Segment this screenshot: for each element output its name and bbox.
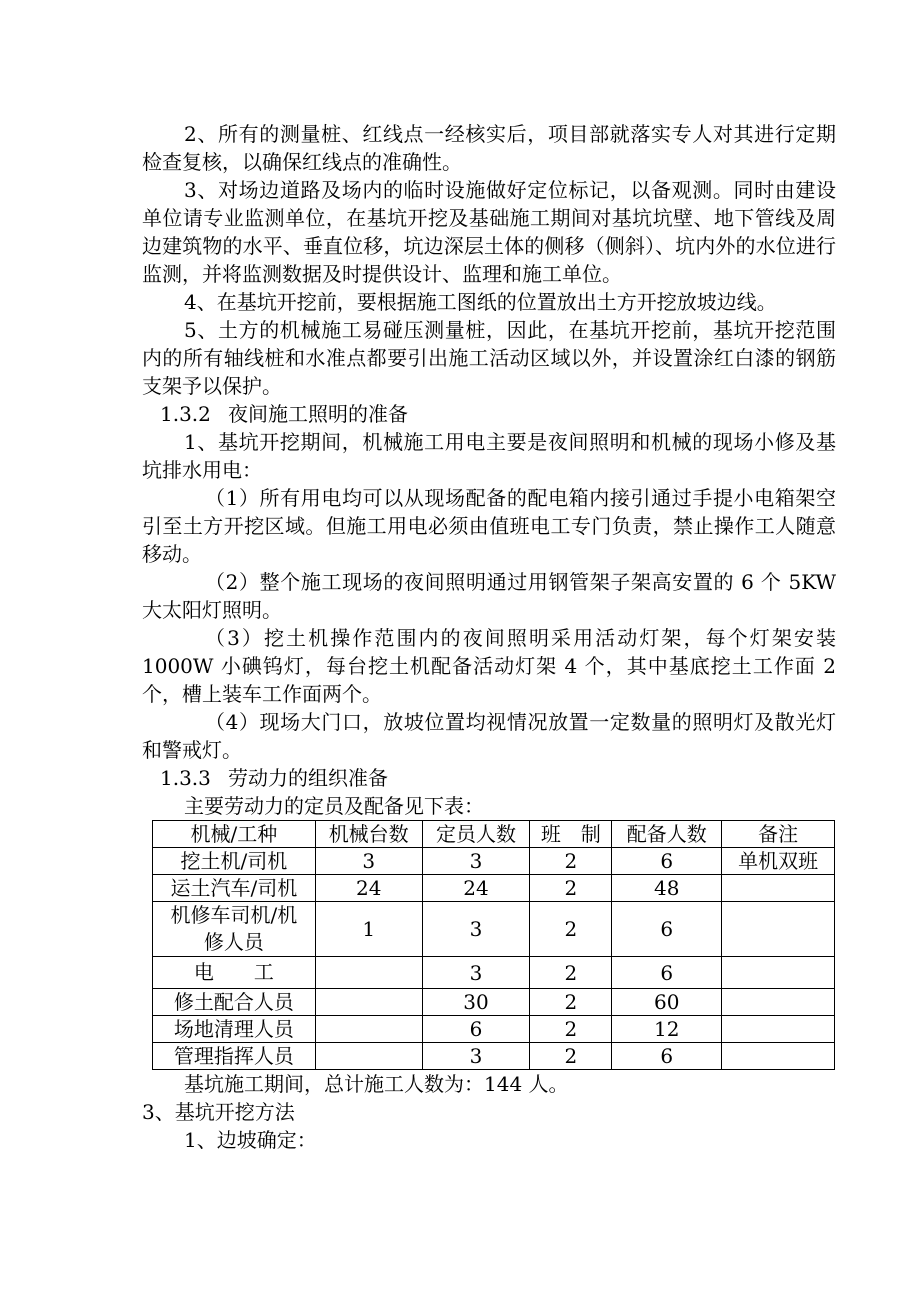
header-cell: 配备人数 [612, 821, 722, 848]
cell [722, 989, 835, 1016]
cell: 6 [422, 1016, 530, 1043]
cell: 2 [530, 957, 612, 989]
cell: 2 [530, 902, 612, 957]
section-number: 1.3.3 [160, 766, 211, 790]
cell [315, 1043, 422, 1070]
paragraph: （3）挖土机操作范围内的夜间照明采用活动灯架，每个灯架安装 1000W 小碘钨灯，每台挖土机配备活动灯架 4 个，其中基底挖土工作面 2 个，槽上装车工作面两个。 [142, 626, 836, 706]
cell: 12 [612, 1016, 722, 1043]
cell: 2 [530, 989, 612, 1016]
cell: 3 [422, 902, 530, 957]
paragraph: （2）整个施工现场的夜间照明通过用钢管架子架高安置的 6 个 5KW 大太阳灯照明。 [142, 570, 836, 622]
cell: 6 [612, 957, 722, 989]
paragraph: 1、基坑开挖期间，机械施工用电主要是夜间照明和机械的现场小修及基坑排水用电： [142, 430, 836, 482]
paragraph: 4、在基坑开挖前，要根据施工图纸的位置放出土方开挖放坡边线。 [184, 290, 777, 314]
cell: 6 [612, 902, 722, 957]
cell: 3 [422, 1043, 530, 1070]
cell [722, 957, 835, 989]
cell: 挖土机/司机 [153, 848, 316, 875]
table-row [153, 989, 835, 1016]
cell [722, 875, 835, 902]
cell [722, 902, 835, 957]
document-body [142, 120, 836, 1154]
cell [722, 1016, 835, 1043]
cell: 1 [315, 902, 422, 957]
cell: 2 [530, 1043, 612, 1070]
cell: 48 [612, 875, 722, 902]
cell: 60 [612, 989, 722, 1016]
cell: 3 [422, 957, 530, 989]
cell: 24 [422, 875, 530, 902]
table-header-row [153, 821, 835, 848]
cell: 运土汽车/司机 [153, 875, 316, 902]
cell [722, 1043, 835, 1070]
header-cell: 机械/工种 [153, 821, 316, 848]
cell [315, 989, 422, 1016]
cell: 6 [612, 1043, 722, 1070]
subheading: 1、边坡确定： [184, 1128, 317, 1152]
cell: 修土配合人员 [153, 989, 316, 1016]
header-cell: 班 制 [530, 821, 612, 848]
cell: 6 [612, 848, 722, 875]
header-cell: 备注 [722, 821, 835, 848]
cell: 2 [530, 1016, 612, 1043]
cell: 电 工 [153, 957, 316, 989]
paragraph: 2、所有的测量桩、红线点一经核实后，项目部就落实专人对其进行定期检查复核，以确保红线点的准确性。 [142, 122, 836, 174]
paragraph: 3、对场边道路及场内的临时设施做好定位标记，以备观测。同时由建设单位请专业监测单位，在基坑开挖及基础施工期间对基坑坑壁、地下管线及周边建筑物的水平、垂直位移，坑边深层土体的侧移（侧斜）、坑内外的水位进行监测，并将监测数据及时提供设计、监理和施工单位。 [142, 178, 836, 286]
cell: 24 [315, 875, 422, 902]
table-row [153, 875, 835, 902]
paragraph: （4）现场大门口，放坡位置均视情况放置一定数量的照明灯及散光灯和警戒灯。 [142, 710, 836, 762]
section-title: 劳动力的组织准备 [228, 766, 388, 790]
section-heading-133 [142, 764, 836, 792]
total-workers: 基坑施工期间，总计施工人数为：144 人。 [184, 1072, 569, 1096]
table-row [153, 1016, 835, 1043]
cell: 3 [422, 848, 530, 875]
table-row [153, 957, 835, 989]
table-row [153, 902, 835, 957]
cell: 管理指挥人员 [153, 1043, 316, 1070]
cell [315, 957, 422, 989]
cell [315, 1016, 422, 1043]
section-heading-3: 3、基坑开挖方法 [142, 1100, 295, 1124]
header-cell: 定员人数 [422, 821, 530, 848]
cell: 30 [422, 989, 530, 1016]
section-heading-132 [142, 400, 836, 428]
cell: 场地清理人员 [153, 1016, 316, 1043]
labor-table [152, 820, 835, 1070]
cell: 2 [530, 848, 612, 875]
paragraph: 5、土方的机械施工易碰压测量桩，因此，在基坑开挖前，基坑开挖范围内的所有轴线桩和水准点都要引出施工活动区域以外，并设置涂红白漆的钢筋支架予以保护。 [142, 318, 836, 398]
cell: 机修车司机/机修人员 [153, 902, 316, 957]
header-cell: 机械台数 [315, 821, 422, 848]
section-number: 1.3.2 [160, 402, 211, 426]
table-row [153, 1043, 835, 1070]
cell: 3 [315, 848, 422, 875]
cell: 单机双班 [722, 848, 835, 875]
cell: 2 [530, 875, 612, 902]
table-intro: 主要劳动力的定员及配备见下表： [184, 794, 484, 818]
section-title: 夜间施工照明的准备 [228, 402, 408, 426]
paragraph: （1）所有用电均可以从现场配备的配电箱内接引通过手提小电箱架空引至土方开挖区域。但施工用电必须由值班电工专门负责，禁止操作工人随意移动。 [142, 486, 836, 566]
table-row [153, 848, 835, 875]
